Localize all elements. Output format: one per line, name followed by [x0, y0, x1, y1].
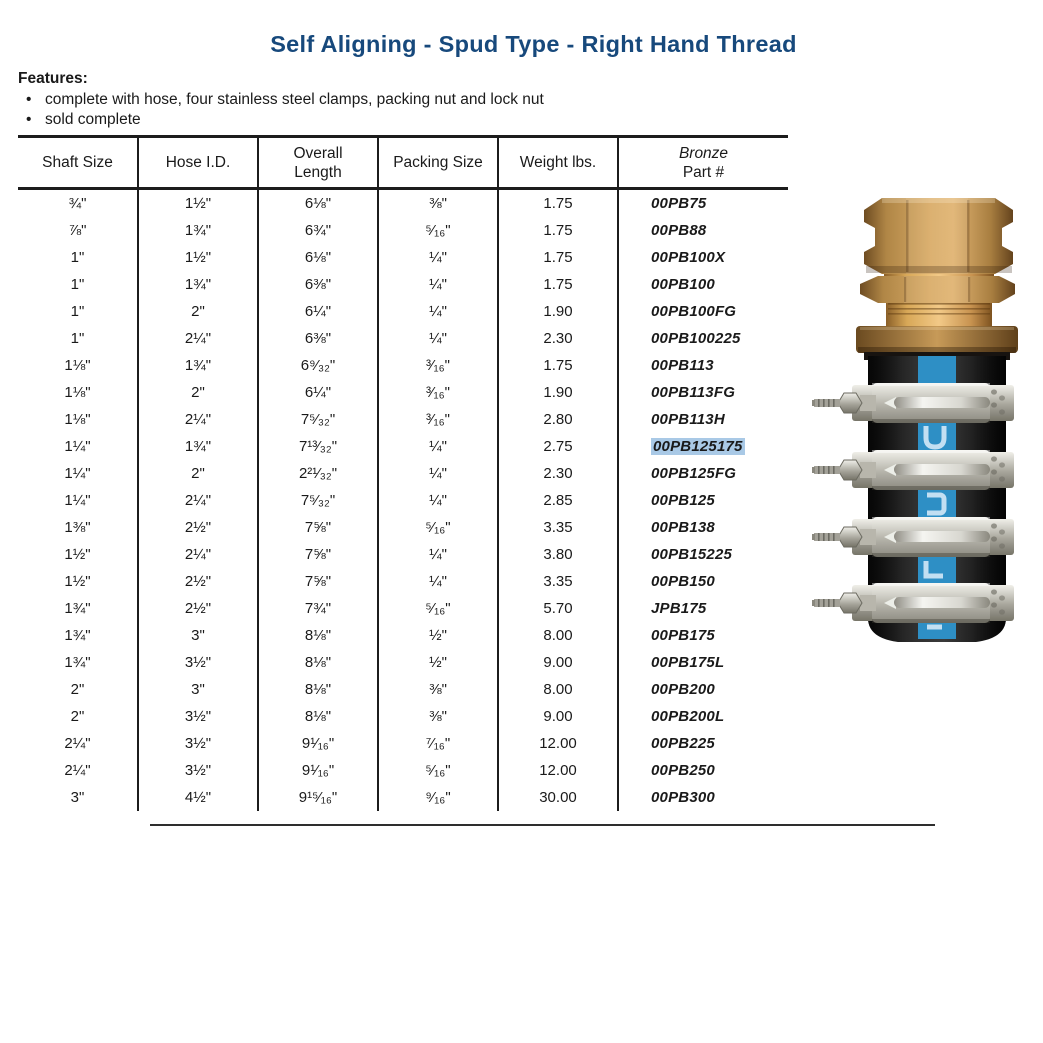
- part-number-cell: [618, 379, 788, 406]
- overall-length-cell: 7¹³⁄₃₂": [258, 433, 378, 460]
- part-number-cell: [618, 433, 788, 460]
- overall-length-cell: 7⁵⁄₃₂": [258, 487, 378, 514]
- part-number-cell: [618, 568, 788, 595]
- overall-length-cell: 9¹⁄₁₆": [258, 757, 378, 784]
- spec-table-header: [18, 137, 788, 189]
- overall-length-cell: 6⅛": [258, 244, 378, 271]
- weight-cell: 9.00: [498, 703, 618, 730]
- col-header-overall-length: [258, 137, 378, 189]
- part-number-cell: [618, 676, 788, 703]
- weight-cell: 2.30: [498, 325, 618, 352]
- packing-size-cell: ¼": [378, 271, 498, 298]
- overall-length-cell: 9¹⁵⁄₁₆": [258, 784, 378, 811]
- weight-cell: 8.00: [498, 622, 618, 649]
- shaft-size-cell: 2¼": [18, 757, 138, 784]
- overall-length-cell: 7⅝": [258, 541, 378, 568]
- part-number: 00PB100: [651, 276, 715, 293]
- overall-length-cell: 7¾": [258, 595, 378, 622]
- part-number: 00PB100X: [651, 249, 726, 266]
- weight-cell: 1.75: [498, 244, 618, 271]
- shaft-size-cell: 3": [18, 784, 138, 811]
- shaft-size-cell: 1¼": [18, 487, 138, 514]
- hose-clamp: [812, 450, 1014, 490]
- shaft-size-cell: 1⅛": [18, 379, 138, 406]
- packing-size-cell: ³⁄₁₆": [378, 406, 498, 433]
- packing-size-cell: ¼": [378, 325, 498, 352]
- hose-id-cell: 3½": [138, 649, 258, 676]
- col-header-label: Weight lbs.: [519, 154, 597, 171]
- product-photo: [806, 186, 1038, 651]
- shaft-size-cell: 2": [18, 676, 138, 703]
- packing-size-cell: ¼": [378, 460, 498, 487]
- weight-cell: 3.80: [498, 541, 618, 568]
- header-row: [18, 137, 788, 189]
- table-row: [18, 217, 788, 244]
- col-header-label: Bronze: [678, 144, 729, 162]
- packing-size-cell: ³⁄₁₆": [378, 379, 498, 406]
- table-row: [18, 271, 788, 298]
- table-row: [18, 406, 788, 433]
- weight-cell: 5.70: [498, 595, 618, 622]
- weight-cell: 3.35: [498, 514, 618, 541]
- overall-length-cell: 6¾": [258, 217, 378, 244]
- overall-length-cell: 8⅛": [258, 622, 378, 649]
- part-number-cell: [618, 460, 788, 487]
- table-row: [18, 460, 788, 487]
- table-row: [18, 487, 788, 514]
- packing-size-cell: ¼": [378, 487, 498, 514]
- feature-item-text: complete with hose, four stainless steel clamps, packing nut and lock nut: [45, 91, 544, 108]
- hose-id-cell: 1½": [138, 244, 258, 271]
- table-row: [18, 298, 788, 325]
- hose-id-cell: 2": [138, 460, 258, 487]
- part-number: 00PB200: [651, 681, 715, 698]
- shaft-size-cell: 1⅛": [18, 406, 138, 433]
- bullet-glyph: •: [26, 111, 32, 128]
- part-number: 00PB125FG: [651, 465, 737, 482]
- part-number-cell: [618, 757, 788, 784]
- packing-size-cell: ⅜": [378, 676, 498, 703]
- shaft-size-cell: 1¾": [18, 622, 138, 649]
- feature-item: [18, 110, 544, 129]
- shaft-size-cell: 1½": [18, 568, 138, 595]
- packing-size-cell: ¼": [378, 433, 498, 460]
- col-header-label: Shaft Size: [42, 154, 113, 171]
- part-number-cell: [618, 325, 788, 352]
- part-number: 00PB113: [651, 357, 714, 374]
- part-number: 00PB15225: [651, 546, 733, 563]
- shaft-size-cell: 2¼": [18, 730, 138, 757]
- weight-cell: 9.00: [498, 649, 618, 676]
- packing-size-cell: ½": [378, 622, 498, 649]
- part-number: 00PB100225: [651, 330, 741, 347]
- shaft-size-cell: 2": [18, 703, 138, 730]
- part-number: 00PB300: [651, 789, 715, 806]
- bullet-glyph: •: [26, 91, 32, 108]
- overall-length-cell: 7⁵⁄₃₂": [258, 406, 378, 433]
- features-section: [18, 69, 544, 130]
- weight-cell: 1.75: [498, 189, 618, 218]
- overall-length-cell: 8⅛": [258, 676, 378, 703]
- weight-cell: 1.75: [498, 217, 618, 244]
- part-number: 00PB225: [651, 735, 715, 752]
- hose-id-cell: 3½": [138, 757, 258, 784]
- packing-size-cell: ¼": [378, 568, 498, 595]
- part-number-cell: [618, 649, 788, 676]
- part-number: 00PB138: [651, 519, 715, 536]
- table-row: [18, 352, 788, 379]
- hose-id-cell: 1¾": [138, 352, 258, 379]
- weight-cell: 8.00: [498, 676, 618, 703]
- shaft-size-cell: ⅞": [18, 217, 138, 244]
- hose-id-cell: 2¼": [138, 487, 258, 514]
- hose-id-cell: 2": [138, 379, 258, 406]
- part-number: 00PB175: [651, 627, 715, 644]
- col-header-label: Length: [294, 163, 342, 181]
- part-number: 00PB75: [651, 195, 707, 212]
- part-number: 00PB125: [651, 492, 715, 509]
- table-row: [18, 622, 788, 649]
- feature-item-text: sold complete: [45, 111, 141, 128]
- weight-cell: 1.90: [498, 298, 618, 325]
- shaft-size-cell: 1": [18, 271, 138, 298]
- weight-cell: 2.75: [498, 433, 618, 460]
- packing-size-cell: ¼": [378, 298, 498, 325]
- packing-size-cell: ³⁄₁₆": [378, 352, 498, 379]
- col-header-weight: [498, 137, 618, 189]
- table-row: [18, 433, 788, 460]
- weight-cell: 1.75: [498, 271, 618, 298]
- spec-table: [18, 135, 788, 811]
- hose-id-cell: 1¾": [138, 271, 258, 298]
- part-number-cell: [618, 352, 788, 379]
- table-row: [18, 730, 788, 757]
- table-row: [18, 703, 788, 730]
- shaft-size-cell: 1": [18, 298, 138, 325]
- col-header-label: Packing Size: [393, 154, 483, 171]
- hose-id-cell: 2¼": [138, 325, 258, 352]
- table-row: [18, 757, 788, 784]
- table-row: [18, 595, 788, 622]
- hose-id-cell: 2¼": [138, 541, 258, 568]
- col-header-packing-size: [378, 137, 498, 189]
- overall-length-cell: 7⅝": [258, 568, 378, 595]
- packing-size-cell: ⁵⁄₁₆": [378, 217, 498, 244]
- shaft-size-cell: 1¾": [18, 595, 138, 622]
- packing-size-cell: ⅜": [378, 189, 498, 218]
- hose-clamp: [812, 517, 1014, 557]
- packing-nut: [864, 198, 1013, 274]
- lock-nut: [860, 276, 1015, 303]
- features-heading: Features:: [18, 70, 88, 87]
- part-number: 00PB100FG: [651, 303, 737, 320]
- part-number: 00PB150: [651, 573, 715, 590]
- packing-size-cell: ⁵⁄₁₆": [378, 514, 498, 541]
- overall-length-cell: 9¹⁄₁₆": [258, 730, 378, 757]
- weight-cell: 12.00: [498, 730, 618, 757]
- hose-id-cell: 4½": [138, 784, 258, 811]
- overall-length-cell: 8⅛": [258, 703, 378, 730]
- flange: [856, 326, 1018, 360]
- weight-cell: 30.00: [498, 784, 618, 811]
- table-row: [18, 676, 788, 703]
- part-number-highlighted: 00PB125175: [653, 438, 743, 455]
- weight-cell: 1.90: [498, 379, 618, 406]
- weight-cell: 2.85: [498, 487, 618, 514]
- hose-id-cell: 2¼": [138, 406, 258, 433]
- hose-clamp: [812, 583, 1014, 623]
- part-number-cell: [618, 487, 788, 514]
- part-number: 00PB250: [651, 762, 715, 779]
- weight-cell: 12.00: [498, 757, 618, 784]
- hose-id-cell: 3½": [138, 703, 258, 730]
- overall-length-cell: 6¼": [258, 379, 378, 406]
- overall-length-cell: 6⅛": [258, 189, 378, 218]
- hose-id-cell: 1¾": [138, 217, 258, 244]
- shaft-size-cell: 1⅜": [18, 514, 138, 541]
- hose-id-cell: 1¾": [138, 433, 258, 460]
- part-number: 00PB200L: [651, 708, 725, 725]
- col-header-shaft-size: [18, 137, 138, 189]
- col-header-label: Overall: [293, 144, 343, 162]
- hose-id-cell: 3": [138, 622, 258, 649]
- packing-size-cell: ¼": [378, 244, 498, 271]
- part-number: 00PB88: [651, 222, 707, 239]
- part-number: 00PB113FG: [651, 384, 736, 401]
- page-title: Self Aligning - Spud Type - Right Hand Thread: [270, 31, 797, 57]
- shaft-size-cell: 1": [18, 325, 138, 352]
- part-number-cell: [618, 622, 788, 649]
- overall-length-cell: 6⁹⁄₃₂": [258, 352, 378, 379]
- part-number: JPB175: [651, 600, 707, 617]
- table-row: [18, 379, 788, 406]
- hose-id-cell: 3": [138, 676, 258, 703]
- table-row: [18, 541, 788, 568]
- col-header-bronze-part: [618, 137, 788, 189]
- hose-id-cell: 2½": [138, 514, 258, 541]
- overall-length-cell: 7⅝": [258, 514, 378, 541]
- col-header-label: Part #: [682, 163, 725, 181]
- part-number-cell: [618, 514, 788, 541]
- weight-cell: 1.75: [498, 352, 618, 379]
- weight-cell: 3.35: [498, 568, 618, 595]
- packing-size-cell: ⁵⁄₁₆": [378, 757, 498, 784]
- table-row: [18, 568, 788, 595]
- part-number-cell: [618, 298, 788, 325]
- packing-size-cell: ⁹⁄₁₆": [378, 784, 498, 811]
- hose-id-cell: 2½": [138, 568, 258, 595]
- features-list: [18, 90, 544, 129]
- hose-id-cell: 2½": [138, 595, 258, 622]
- table-row: [18, 649, 788, 676]
- part-number-cell: [618, 730, 788, 757]
- table-row: [18, 244, 788, 271]
- part-number-cell: [618, 271, 788, 298]
- bottom-divider: [150, 824, 935, 826]
- overall-length-cell: 6¼": [258, 298, 378, 325]
- overall-length-cell: 8⅛": [258, 649, 378, 676]
- weight-cell: 2.30: [498, 460, 618, 487]
- shaft-size-cell: ¾": [18, 189, 138, 218]
- table-row: [18, 514, 788, 541]
- shaft-size-cell: 1¼": [18, 460, 138, 487]
- part-number-cell: [618, 784, 788, 811]
- table-row: [18, 325, 788, 352]
- shaft-size-cell: 1½": [18, 541, 138, 568]
- part-number-cell: [618, 703, 788, 730]
- hose-id-cell: 1½": [138, 189, 258, 218]
- spec-table-body: [18, 189, 788, 812]
- overall-length-cell: 2²¹⁄₃₂": [258, 460, 378, 487]
- shaft-size-cell: 1¾": [18, 649, 138, 676]
- overall-length-cell: 6⅜": [258, 325, 378, 352]
- part-number-cell: [618, 595, 788, 622]
- part-number-cell: [618, 406, 788, 433]
- feature-item: [18, 90, 544, 109]
- product-photo-illustration: [806, 186, 1038, 651]
- part-number-cell: [618, 541, 788, 568]
- part-number: 00PB175L: [651, 654, 725, 671]
- part-number-cell: [618, 217, 788, 244]
- shaft-size-cell: 1¼": [18, 433, 138, 460]
- shaft-size-cell: 1": [18, 244, 138, 271]
- weight-cell: 2.80: [498, 406, 618, 433]
- col-header-hose-id: [138, 137, 258, 189]
- col-header-label: Hose I.D.: [165, 154, 231, 171]
- packing-size-cell: ⁵⁄₁₆": [378, 595, 498, 622]
- table-row: [18, 189, 788, 218]
- packing-size-cell: ¼": [378, 541, 498, 568]
- packing-size-cell: ½": [378, 649, 498, 676]
- part-number-cell: [618, 244, 788, 271]
- overall-length-cell: 6⅜": [258, 271, 378, 298]
- packing-size-cell: ⁷⁄₁₆": [378, 730, 498, 757]
- hose-id-cell: 3½": [138, 730, 258, 757]
- hose-clamp: [812, 383, 1014, 423]
- part-number: 00PB113H: [651, 411, 725, 428]
- part-number-cell: [618, 189, 788, 218]
- packing-size-cell: ⅜": [378, 703, 498, 730]
- shaft-size-cell: 1⅛": [18, 352, 138, 379]
- hose-id-cell: 2": [138, 298, 258, 325]
- table-row: [18, 784, 788, 811]
